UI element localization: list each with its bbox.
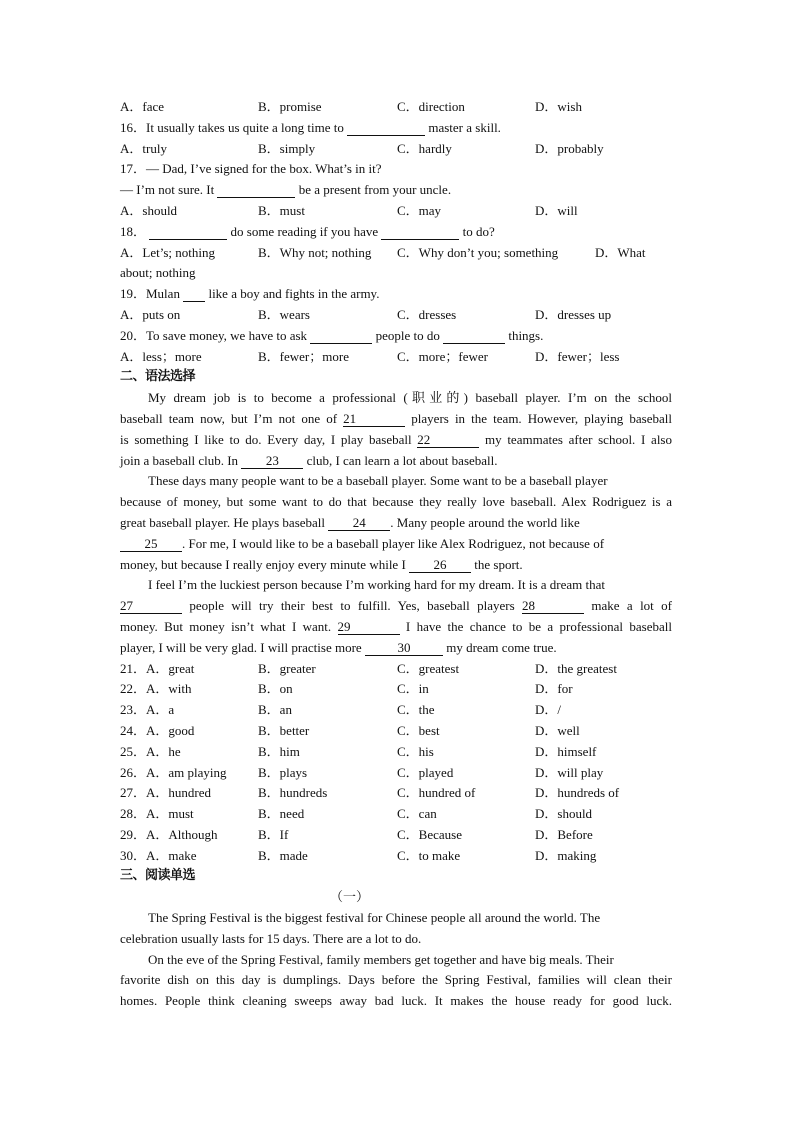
option-b: B．greater [258,660,316,676]
text-segment: be a present from your uncle. [295,182,452,198]
option-a: 25．A．he [120,743,181,759]
answer-blank: 23 [241,454,303,469]
text-line [120,638,672,659]
options-line [120,763,672,784]
text-segment: my teammates after school. I also [479,431,672,447]
answer-blank: 26 [409,558,471,573]
text-segment: make a lot of [584,598,672,614]
text-segment: because of money, but some want to do that because they really love baseball. Alex Rodriguez is a [120,494,672,510]
text-segment: club, I can learn a lot about baseball. [303,452,498,468]
option-d: D．will play [535,764,604,780]
answer-blank [217,183,295,198]
text-segment: — I’m not sure. It [120,182,218,198]
option-b: B．If [258,826,289,842]
option-a: A．puts on [120,306,181,322]
text-segment: （一） [330,889,370,905]
text-line [120,180,672,201]
option-a: 29．A．Although [120,826,218,842]
option-c: C．Because [397,826,462,842]
options-line [120,305,672,326]
option-c: C．direction [397,99,465,114]
option-a: 26．A．am playing [120,764,227,780]
option-d: D．himself [535,743,597,759]
option-d: D．should [535,806,593,822]
document-page [120,97,672,1012]
text-line [120,617,672,638]
options-line [120,679,672,700]
text-line [120,159,672,180]
option-c: C．his [397,743,434,759]
option-b: B．simply [258,140,316,156]
options-line [120,347,672,368]
option-b: B．Why not; nothing [258,244,372,260]
option-a: A．less；more [120,348,202,364]
option-c: C．can [397,806,437,822]
option-b: B．hundreds [258,785,328,801]
text-segment: master a skill. [425,119,501,135]
text-segment: to do? [459,223,495,239]
text-segment: 16．It usually takes us quite a long time to [120,119,348,135]
text-segment: baseball team now, but I’m not one of [120,410,344,426]
section-heading: 三、阅读单选 [120,868,196,884]
text-line [120,575,672,596]
option-b: B．fewer；more [258,348,349,364]
option-b: B．need [258,806,305,822]
text-segment: join a baseball club. In [120,452,242,468]
text-segment: is something I like to do. Every day, I play baseball [120,431,418,447]
option-c: C．may [397,202,442,218]
options-line [120,742,672,763]
options-line [120,243,672,264]
text-segment: 18． [120,223,150,239]
option-c: C．hundred of [397,785,476,801]
answer-blank [149,225,227,240]
text-line [120,471,672,492]
text-segment: My dream job is to become a professional (职业的) baseball player. I’m on the school [148,390,672,406]
option-d: D．well [535,722,580,738]
option-a: 22．A．with [120,681,192,697]
options-line [120,804,672,825]
option-d: D．What [595,244,646,260]
section-heading: 二、语法选择 [120,369,196,385]
text-segment: I feel I’m the luckiest person because I’m working hard for my dream. It is a dream that [148,577,605,593]
answer-blank: 21 [343,412,405,427]
text-segment: These days many people want to be a baseball player. Some want to be a baseball player [148,473,608,489]
text-line [120,887,672,908]
text-line [120,409,672,430]
answer-blank: 30 [365,641,443,656]
option-a: A．face [120,99,165,114]
option-a: 23．A．a [120,702,175,718]
option-d: D．dresses up [535,306,612,322]
option-a: 24．A．good [120,722,195,738]
text-segment: On the eve of the Spring Festival, family members get together and have big meals. Their [148,951,614,967]
text-line [120,388,672,409]
text-line [120,970,672,991]
text-line [120,929,672,950]
text-segment: players in the team. However, playing baseball [405,410,672,426]
option-a: 21．A．great [120,660,195,676]
option-c: C．best [397,722,440,738]
answer-blank [443,329,505,344]
text-segment: people to do [372,327,444,343]
option-c: C．greatest [397,660,460,676]
options-line [120,721,672,742]
text-segment: money, but because I really enjoy every minute while I [120,556,410,572]
text-line [120,451,672,472]
text-line [120,991,672,1012]
option-c: C．dresses [397,306,457,322]
text-line [120,555,672,576]
option-c: C．played [397,764,454,780]
answer-blank: 28 [522,599,584,614]
option-b: B．made [258,847,308,863]
text-line [120,326,672,347]
options-line [120,97,672,118]
option-c: C．to make [397,847,461,863]
text-line [120,908,672,929]
option-b: B．on [258,681,293,697]
option-d: D．for [535,681,573,697]
option-a: 27．A．hundred [120,785,211,801]
text-segment: do some reading if you have [227,223,382,239]
text-segment: about; nothing [120,265,196,281]
option-c: C．Why don’t you; something [397,244,559,260]
text-segment: 17．— Dad, I’ve signed for the box. What’s in it? [120,161,382,177]
option-d: D．probably [535,140,604,156]
option-b: B．him [258,743,300,759]
text-segment: money. But money isn’t what I want. [120,618,338,634]
option-d: D．fewer；less [535,348,620,364]
option-d: D．will [535,202,578,218]
text-segment: people will try their best to fulfill. Yes, baseball players [182,598,523,614]
answer-blank: 25 [120,537,182,552]
text-segment: great baseball player. He plays baseball [120,514,329,530]
text-segment: 20．To save money, we have to ask [120,327,311,343]
answer-blank: 27 [120,599,182,614]
text-segment: like a boy and fights in the army. [205,286,380,302]
answer-blank: 29 [338,620,400,635]
answer-blank [310,329,372,344]
option-d: D．Before [535,826,593,842]
option-d: D．/ [535,702,562,718]
option-c: C．hardly [397,140,452,156]
options-line [120,846,672,867]
option-a: 30．A．make [120,847,197,863]
text-line [120,118,672,139]
text-segment: I have the chance to be a professional baseball [399,618,672,634]
options-line [120,700,672,721]
text-segment: the sport. [471,556,523,572]
text-segment: celebration usually lasts for 15 days. There are a lot to do. [120,930,422,946]
option-d: D．wish [535,99,582,114]
text-segment: . Many people around the world like [390,514,580,530]
answer-blank: 22 [417,433,479,448]
text-segment: 19．Mulan [120,286,184,302]
options-line [120,139,672,160]
text-line [120,513,672,534]
option-a: 28．A．must [120,806,194,822]
option-b: B．must [258,202,305,218]
text-segment: . For me, I would like to be a baseball player like Alex Rodriguez, not because of [182,535,605,551]
options-line [120,201,672,222]
text-segment: The Spring Festival is the biggest festival for Chinese people all around the world. The [148,910,601,926]
option-a: A．Let’s; nothing [120,244,215,260]
text-segment: my dream come true. [442,639,557,655]
text-line [120,596,672,617]
option-a: A．truly [120,140,167,156]
text-line [120,492,672,513]
option-d: D．the greatest [535,660,617,676]
option-c: C．more；fewer [397,348,488,364]
option-d: D．hundreds of [535,785,620,801]
text-line [120,222,672,243]
text-line [120,284,672,305]
options-line [120,825,672,846]
text-line [120,430,672,451]
option-b: B．an [258,702,292,718]
option-a: A．should [120,202,178,218]
text-segment: things. [505,327,544,343]
text-segment: homes. People think cleaning sweeps away bad luck. It makes the house ready for good luck. [120,993,672,1009]
option-b: B．promise [258,99,322,114]
option-b: B．wears [258,306,310,322]
answer-blank [347,121,425,136]
options-line [120,659,672,680]
text-line [120,950,672,971]
options-line [120,783,672,804]
text-line [120,263,672,284]
answer-blank [381,225,459,240]
text-segment: player, I will be very glad. I will practise more [120,639,365,655]
option-c: C．the [397,702,435,718]
option-d: D．making [535,847,597,863]
answer-blank: 24 [328,516,390,531]
option-b: B．plays [258,764,308,780]
text-line [120,534,672,555]
answer-blank [183,287,205,302]
option-b: B．better [258,722,310,738]
option-c: C．in [397,681,429,697]
text-segment: favorite dish on this day is dumplings. Days before the Spring Festival, families will clean their [120,972,672,988]
